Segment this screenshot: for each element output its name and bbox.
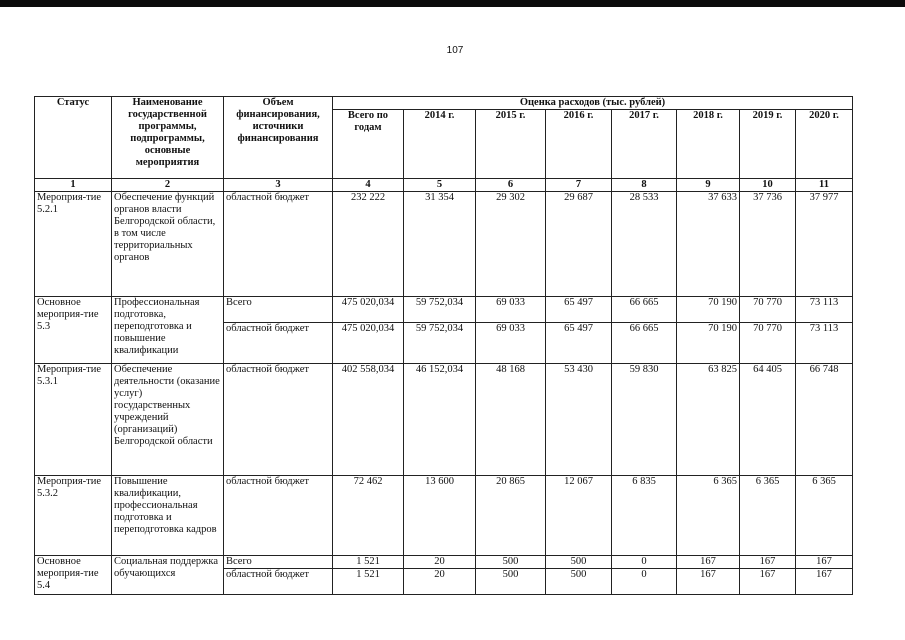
column-number: 10: [740, 179, 796, 192]
value-cell-2015: 29 302: [476, 192, 546, 297]
total-cell: 475 020,034: [333, 323, 404, 364]
value-cell-2016: 53 430: [546, 364, 612, 476]
total-cell: 72 462: [333, 476, 404, 556]
table-body: [35, 192, 853, 595]
value-cell-2016: 29 687: [546, 192, 612, 297]
value-cell-2018: 70 190: [677, 297, 740, 323]
status-cell: Мероприя-тие 5.2.1: [35, 192, 112, 297]
value-cell-2017: 59 830: [612, 364, 677, 476]
header-year-2014: 2014 г.: [404, 110, 476, 179]
name-cell: Повышение квалификации, профессиональная подготовка и переподготовка кадров: [112, 476, 224, 556]
value-cell-2019: 70 770: [740, 297, 796, 323]
column-number: 4: [333, 179, 404, 192]
status-cell: Мероприя-тие 5.3.2: [35, 476, 112, 556]
status-cell: Мероприя-тие 5.3.1: [35, 364, 112, 476]
value-cell-2016: 12 067: [546, 476, 612, 556]
column-number: 1: [35, 179, 112, 192]
total-cell: 232 222: [333, 192, 404, 297]
value-cell-2016: 500: [546, 569, 612, 595]
name-cell: Обеспечение функций органов власти Белгородской области, в том числе территориальных органов: [112, 192, 224, 297]
value-cell-2014: 13 600: [404, 476, 476, 556]
total-cell: 475 020,034: [333, 297, 404, 323]
value-cell-2020: 66 748: [796, 364, 853, 476]
header-estimate: Оценка расходов (тыс. рублей): [333, 97, 853, 110]
value-cell-2019: 70 770: [740, 323, 796, 364]
value-cell-2020: 73 113: [796, 297, 853, 323]
table-row: [35, 556, 853, 569]
value-cell-2020: 37 977: [796, 192, 853, 297]
header-volume: Объем финансирования, источники финансирования: [224, 97, 333, 179]
value-cell-2015: 48 168: [476, 364, 546, 476]
total-cell: 402 558,034: [333, 364, 404, 476]
status-cell: Основное мероприя-тие 5.4: [35, 556, 112, 595]
value-cell-2019: 167: [740, 556, 796, 569]
value-cell-2017: 6 835: [612, 476, 677, 556]
column-number-row: [35, 179, 853, 192]
column-number: 8: [612, 179, 677, 192]
value-cell-2014: 20: [404, 556, 476, 569]
source-cell: Всего: [224, 297, 333, 323]
value-cell-2015: 69 033: [476, 297, 546, 323]
value-cell-2018: 63 825: [677, 364, 740, 476]
value-cell-2019: 37 736: [740, 192, 796, 297]
header-status: Статус: [35, 97, 112, 179]
value-cell-2017: 0: [612, 556, 677, 569]
column-number: 6: [476, 179, 546, 192]
value-cell-2020: 167: [796, 556, 853, 569]
column-number: 5: [404, 179, 476, 192]
value-cell-2018: 6 365: [677, 476, 740, 556]
value-cell-2015: 69 033: [476, 323, 546, 364]
source-cell: областной бюджет: [224, 476, 333, 556]
total-cell: 1 521: [333, 556, 404, 569]
value-cell-2014: 20: [404, 569, 476, 595]
column-number: 2: [112, 179, 224, 192]
value-cell-2019: 64 405: [740, 364, 796, 476]
value-cell-2019: 167: [740, 569, 796, 595]
value-cell-2017: 66 665: [612, 323, 677, 364]
value-cell-2020: 6 365: [796, 476, 853, 556]
value-cell-2017: 28 533: [612, 192, 677, 297]
value-cell-2018: 167: [677, 556, 740, 569]
value-cell-2018: 37 633: [677, 192, 740, 297]
value-cell-2017: 66 665: [612, 297, 677, 323]
header-year-2018: 2018 г.: [677, 110, 740, 179]
source-cell: областной бюджет: [224, 364, 333, 476]
value-cell-2020: 167: [796, 569, 853, 595]
scan-top-edge: [0, 0, 905, 7]
value-cell-2019: 6 365: [740, 476, 796, 556]
value-cell-2016: 65 497: [546, 297, 612, 323]
header-year-2016: 2016 г.: [546, 110, 612, 179]
value-cell-2014: 31 354: [404, 192, 476, 297]
column-number: 11: [796, 179, 853, 192]
name-cell: Обеспечение деятельности (оказание услуг) государственных учреждений (организаций) Белгородской области: [112, 364, 224, 476]
value-cell-2015: 500: [476, 556, 546, 569]
table-row: [35, 297, 853, 323]
source-cell: областной бюджет: [224, 323, 333, 364]
name-cell: Социальная поддержка обучающихся: [112, 556, 224, 595]
value-cell-2014: 59 752,034: [404, 297, 476, 323]
source-cell: областной бюджет: [224, 192, 333, 297]
value-cell-2014: 46 152,034: [404, 364, 476, 476]
name-cell: Профессиональная подготовка, переподготовка и повышение квалификации: [112, 297, 224, 364]
column-number: 7: [546, 179, 612, 192]
value-cell-2014: 59 752,034: [404, 323, 476, 364]
header-year-2019: 2019 г.: [740, 110, 796, 179]
table-header: [35, 97, 853, 192]
source-cell: областной бюджет: [224, 569, 333, 595]
header-name: Наименование государственной программы, подпрограммы, основные мероприятия: [112, 97, 224, 179]
expenditure-table: [34, 96, 853, 595]
page-number: 107: [446, 45, 464, 56]
column-number: 9: [677, 179, 740, 192]
status-cell: Основное мероприя-тие 5.3: [35, 297, 112, 364]
value-cell-2020: 73 113: [796, 323, 853, 364]
header-year-2017: 2017 г.: [612, 110, 677, 179]
value-cell-2015: 500: [476, 569, 546, 595]
table-row: [35, 192, 853, 297]
value-cell-2018: 70 190: [677, 323, 740, 364]
value-cell-2017: 0: [612, 569, 677, 595]
header-year-2015: 2015 г.: [476, 110, 546, 179]
table-row: [35, 476, 853, 556]
total-cell: 1 521: [333, 569, 404, 595]
table-row: [35, 364, 853, 476]
value-cell-2018: 167: [677, 569, 740, 595]
source-cell: Всего: [224, 556, 333, 569]
value-cell-2015: 20 865: [476, 476, 546, 556]
value-cell-2016: 65 497: [546, 323, 612, 364]
value-cell-2016: 500: [546, 556, 612, 569]
column-number: 3: [224, 179, 333, 192]
header-total: Всего по годам: [333, 110, 404, 179]
header-year-2020: 2020 г.: [796, 110, 853, 179]
